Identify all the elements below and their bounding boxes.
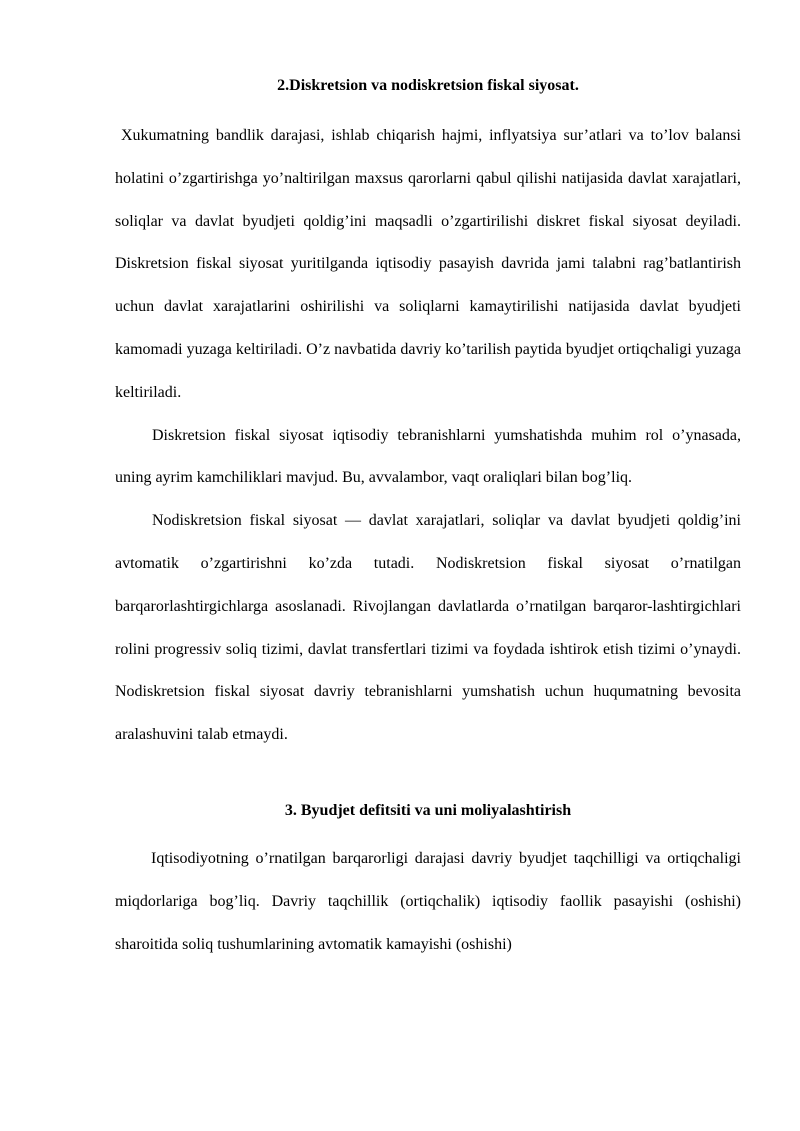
section-2-paragraph-1: Xukumatning bandlik darajasi, ishlab chiqarish hajmi, inflyatsiya sur’atlari va to’lov balansi holatini o’zgartirishga yo’naltirilgan maxsus qarorlarni qabul qilishi natijasida davlat xarajatlari, soliqlar va davlat byudjeti qoldig’ini maqsadli o’zgartirilishi diskret fiskal siyosat deyiladi. Diskretsion fiskal siyosat yuritilganda iqtisodiy pasayish davrida jami talabni rag’batlantirish uchun davlat xarajatlarini oshirilishi va soliqlarni kamaytirilishi natijasida davlat byudjeti kamomadi yuzaga keltiriladi. O’z navbatida davriy ko’tarilish paytida byudjet ortiqchaligi yuzaga keltiriladi. xyxy=(115,127,741,401)
section-2-paragraph-3: Nodiskretsion fiskal siyosat — davlat xarajatlari, soliqlar va davlat byudjeti qoldig’ini avtomatik o’zgartirishni ko’zda tutadi. Nodiskretsion fiskal siyosat o’rnatilgan barqarorlashtirgichlarga asoslanadi. Rivojlangan davlatlarda o’rnatilgan barqaror-lashtirgichlari rolini progressiv soliq tizimi, davlat transfertlari tizimi va foydada ishtirok etish tizimi o’ynaydi. Nodiskretsion fiskal siyosat davriy tebranishlarni yumshatish uchun huqumatning bevosita aralashuvini talab etmaydi. xyxy=(115,512,741,744)
section-3-title: 3. Byudjet defitsiti va uni moliyalashtirish xyxy=(284,801,572,819)
section-2-paragraph-2: Diskretsion fiskal siyosat iqtisodiy tebranishlarni yumshatishda muhim rol o’ynasada, uning ayrim kamchiliklari mavjud. Bu, avvalambor, vaqt oraliqlari bilan bog’liq. xyxy=(115,426,741,487)
section-2-title: 2.Diskretsion va nodiskretsion fiskal siyosat. xyxy=(277,77,579,94)
section-spacer xyxy=(115,757,741,797)
document-page xyxy=(115,72,741,966)
section-3-paragraph-1: Iqtisodiyotning o’rnatilgan barqarorligi darajasi davriy byudjet taqchilligi va ortiqchaligi miqdorlariga bog’liq. Davriy taqchillik (ortiqchalik) iqtisodiy faollik pasayishi (oshishi) sharoitida soliq tushumlarining avtomatik kamayishi (oshishi) xyxy=(115,849,741,953)
